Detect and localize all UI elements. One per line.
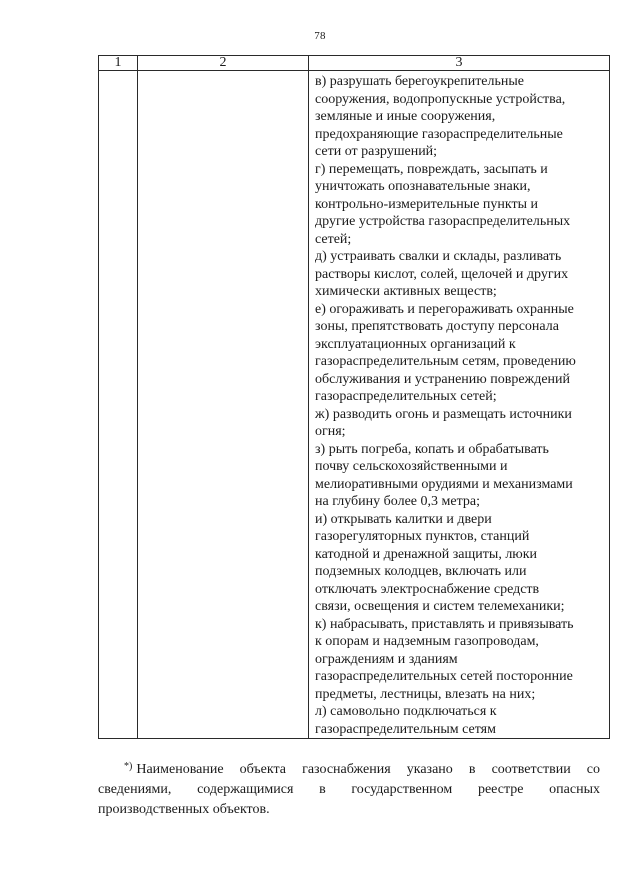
footnote-word: газоснабжения (302, 762, 391, 777)
content-line: зоны, препятствовать доступу персонала (315, 319, 559, 334)
cell-col1 (99, 71, 138, 739)
content-line: сетей; (315, 231, 352, 247)
content-line: отключать электроснабжение средств (315, 581, 540, 597)
content-line: ж) разводить огонь и размещать источники (315, 406, 572, 422)
content-line: обслуживания и устранению повреждений (315, 371, 571, 387)
footnote-line-1 (124, 760, 600, 780)
footnote-word (124, 760, 224, 780)
content-line: газораспределительным сетям, проведению (315, 354, 576, 369)
content-line: г) перемещать, повреждать, засыпать и (315, 161, 548, 177)
column-header-2: 2 (138, 56, 309, 71)
footnote-word: соответствии (491, 762, 571, 777)
content-line: подземных колодцев, включать или (315, 564, 527, 579)
document-table (98, 55, 610, 739)
content-line: д) устраивать свалки и склады, разливать (315, 249, 562, 264)
content-line: растворы кислот, солей, щелочей и других (315, 266, 569, 282)
content-line: е) огораживать и перегораживать охранные (315, 301, 574, 317)
content-line: уничтожать опознавательные знаки, (315, 179, 531, 194)
footnote-word: сведениями, (98, 782, 172, 797)
content-line: газорегуляторных пунктов, станций (315, 529, 530, 544)
content-line: катодной и дренажной защиты, люки (315, 546, 538, 562)
footnote-word: содержащимися (197, 782, 294, 797)
footnote-marker: *) (124, 761, 133, 772)
content-line: з) рыть погреба, копать и обрабатывать (315, 441, 549, 457)
table-header-row (99, 56, 610, 71)
content-line: газораспределительным сетям (315, 721, 496, 737)
content-line: эксплуатационных организаций к (315, 336, 516, 352)
footnote-word: государственном (351, 782, 453, 797)
content-line: к опорам и надземным газопроводам, (315, 634, 539, 649)
content-line: контрольно-измерительные пункты и (315, 196, 539, 212)
footnote-word: указано (406, 762, 453, 777)
content-line: сооружения, водопропускные устройства, (315, 91, 566, 107)
table-row (99, 71, 610, 739)
footnote-word-text: Наименование (136, 762, 224, 777)
content-line: другие устройства газораспределительных (315, 214, 571, 229)
content-line: газораспределительных сетей посторонние (315, 669, 573, 684)
footnote-line-2 (98, 780, 600, 800)
content-line: предметы, лестницы, влезать на них; (315, 686, 536, 702)
content-line: почву сельскохозяйственными и (315, 459, 508, 474)
content-line: предохраняющие газораспределительные (315, 126, 563, 142)
footnote-word: в (468, 762, 476, 777)
cell-col2 (138, 71, 309, 739)
content-line: л) самовольно подключаться к (315, 704, 497, 719)
cell-col3 (309, 71, 610, 739)
content-line: мелиоративными орудиями и механизмами (315, 476, 573, 492)
footnote-line-3: производственных объектов. (98, 802, 270, 817)
content-line: в) разрушать берегоукрепительные (315, 74, 525, 89)
content-line: земляные и иные сооружения, (315, 109, 496, 124)
page-number: 78 (314, 30, 326, 42)
content-line: химически активных веществ; (315, 284, 497, 299)
content-line: к) набрасывать, приставлять и привязывать (315, 616, 574, 632)
content-line: газораспределительных сетей; (315, 389, 497, 404)
content-line: ограждениям и зданиям (315, 651, 458, 667)
content-line: на глубину более 0,3 метра; (315, 494, 480, 509)
footnote-word: объекта (239, 762, 287, 777)
restriction-list (315, 73, 603, 738)
footnote-word: со (586, 762, 600, 777)
content-line: сети от разрушений; (315, 144, 438, 159)
footnote-word: реестре (477, 782, 524, 797)
column-header-1: 1 (99, 56, 138, 71)
content-line: связи, освещения и систем телемеханики; (315, 599, 565, 614)
content-line: огня; (315, 424, 346, 439)
content-line: и) открывать калитки и двери (315, 511, 492, 527)
footnote-word: в (319, 782, 326, 797)
footnote-word: опасных (549, 782, 600, 797)
column-header-3: 3 (309, 56, 610, 71)
